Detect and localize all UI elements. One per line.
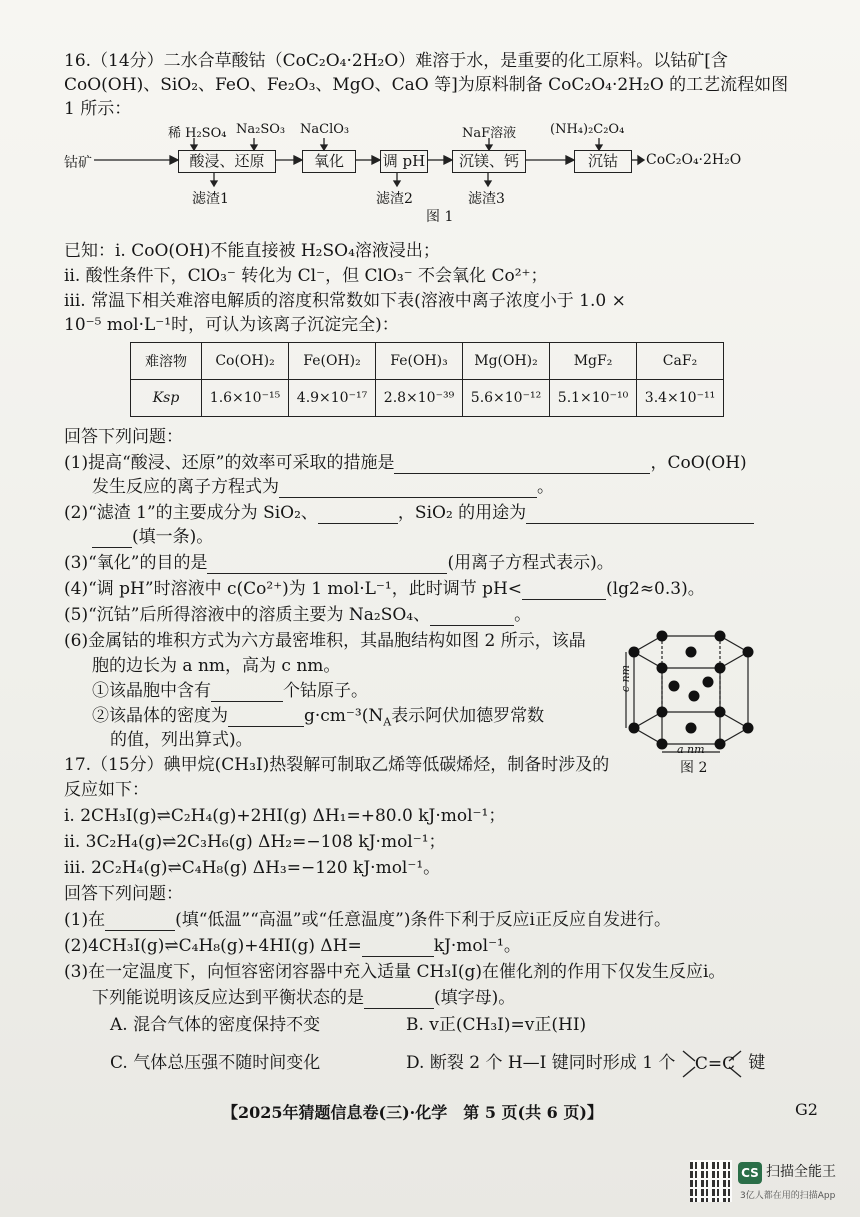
q17-part3-line1: (3)在一定温度下，向恒容密闭容器中充入适量 CH₃I(g)在催化剂的作用下仅发生反应ⅰ。 xyxy=(64,962,726,982)
process-flow-diagram xyxy=(64,124,824,224)
residue-1: 滤渣1 xyxy=(192,191,229,207)
known-line4: 10⁻⁵ mol·L⁻¹时，可认为该离子沉淀完全)： xyxy=(64,315,399,335)
fig2-c-label: c nm xyxy=(619,664,633,693)
qr-code-icon xyxy=(690,1160,732,1202)
reagent-naf: NaF溶液 xyxy=(462,126,517,141)
step-acid-leach: 酸浸、还原 xyxy=(178,150,276,173)
answer-blank[interactable] xyxy=(522,581,606,600)
table-cell: Fe(OH)₂ xyxy=(289,343,376,380)
q17-reaction2: ⅱ. 3C₂H₄(g)⇌2C₃H₆(g) ΔH₂=−108 kJ·mol⁻¹； xyxy=(64,832,446,852)
page-footer: 【2025年猜题信息卷(三)·化学 第 5 页(共 6 页)】 xyxy=(222,1103,603,1122)
table-cell: 4.9×10⁻¹⁷ xyxy=(289,380,376,417)
answer-blank[interactable] xyxy=(105,912,175,931)
table-cell: CaF₂ xyxy=(637,343,724,380)
q16-part1-line1: (1)提高“酸浸、还原”的效率可采取的措施是 ，CoO(OH) xyxy=(64,453,747,473)
answer-blank[interactable] xyxy=(526,505,754,524)
q17-line2: 反应如下： xyxy=(64,780,149,800)
q16-part6-line3: ①该晶胞中含有 个钴原子。 xyxy=(92,681,368,701)
residue-3: 滤渣3 xyxy=(468,191,505,207)
option-c: C. 气体总压强不随时间变化 xyxy=(110,1053,321,1073)
table-cell: Co(OH)₂ xyxy=(202,343,289,380)
q16-part2-line2: (填一条)。 xyxy=(92,526,213,548)
paper-code: G2 xyxy=(795,1100,818,1119)
answer-blank[interactable] xyxy=(211,683,283,702)
answer-blank[interactable] xyxy=(318,505,398,524)
table-cell: 3.4×10⁻¹¹ xyxy=(637,380,724,417)
step-precip-mg-ca: 沉镁、钙 xyxy=(452,150,526,173)
q16-part6-line2: 胞的边长为 a nm，高为 c nm。 xyxy=(92,656,341,676)
q16-part6-line1: (6)金属钴的堆积方式为六方最密堆积，其晶胞结构如图 2 所示，该晶 xyxy=(64,631,586,651)
table-cell: 5.1×10⁻¹⁰ xyxy=(550,380,637,417)
answer-blank[interactable] xyxy=(430,607,514,626)
scanner-name: 扫描全能王 xyxy=(766,1164,836,1180)
option-a: A. 混合气体的密度保持不变 xyxy=(110,1015,321,1035)
answer-blank[interactable] xyxy=(279,479,537,498)
table-cell: Ksp xyxy=(131,380,202,417)
table-cell: MgF₂ xyxy=(550,343,637,380)
step-precip-co: 沉钴 xyxy=(574,150,632,173)
scanner-tagline: 3亿人都在用的扫描App xyxy=(740,1191,836,1201)
q17-intro: 回答下列问题： xyxy=(64,884,183,904)
bond-label: C=C xyxy=(694,1053,736,1074)
answer-blank[interactable] xyxy=(362,938,434,957)
q17-part2: (2)4CH₃I(g)⇌C₄H₈(g)+4HI(g) ΔH= kJ·mol⁻¹。 xyxy=(64,936,521,956)
reagent-h2so4: 稀 H₂SO₄ xyxy=(168,126,227,141)
q16-part4: (4)“调 pH”时溶液中 c(Co²⁺)为 1 mol·L⁻¹，此时调节 pH< (lg2≈0.3)。 xyxy=(64,579,705,599)
q16-part2-line1: (2)“滤渣 1”的主要成分为 SiO₂、 ，SiO₂ 的用途为 xyxy=(64,502,754,524)
option-b: B. v正(CH₃I)=v正(HI) xyxy=(406,1015,587,1035)
fig2-a-label: a nm xyxy=(677,743,705,756)
q16-line3: 1 所示： xyxy=(64,99,132,119)
answer-blank[interactable] xyxy=(394,455,650,474)
known-line3: ⅲ. 常温下相关难溶电解质的溶度积常数如下表(溶液中离子浓度小于 1.0 × xyxy=(64,291,626,311)
table-cell: Fe(OH)₃ xyxy=(376,343,463,380)
answer-blank[interactable] xyxy=(228,708,304,727)
table-row xyxy=(131,343,724,380)
table-cell: 1.6×10⁻¹⁵ xyxy=(202,380,289,417)
q16-part1-line2: 发生反应的离子方程式为 。 xyxy=(92,477,554,497)
q16-part6-line4: ②该晶体的密度为 $g\cdot cm^{-3}(N_A$表示阿伏加德罗常数 xyxy=(92,706,545,729)
table-cell: Mg(OH)₂ xyxy=(463,343,550,380)
flow-product: CoC₂O₄·2H₂O xyxy=(646,152,742,168)
q17-reaction3: ⅲ. 2C₂H₄(g)⇌C₄H₈(g) ΔH₃=−120 kJ·mol⁻¹。 xyxy=(64,858,441,878)
residue-2: 滤渣2 xyxy=(376,191,413,207)
option-d: D. 断裂 2 个 H—I 键同时形成 1 个 C=C 键 xyxy=(406,1052,765,1075)
table-cell: 2.8×10⁻³⁹ xyxy=(376,380,463,417)
q16-part5: (5)“沉钴”后所得溶液中的溶质主要为 Na₂SO₄、 。 xyxy=(64,605,532,625)
q16-part3: (3)“氧化”的目的是 (用离子方程式表示)。 xyxy=(64,553,614,573)
camscanner-logo-icon: CS xyxy=(738,1162,762,1184)
step-oxidation: 氧化 xyxy=(302,150,356,173)
q16-part6-line5: 的值，列出算式)。 xyxy=(110,730,253,750)
q16-line1: 16.（14分）二水合草酸钴（CoC₂O₄·2H₂O）难溶于水，是重要的化工原料。以钴矿[含 xyxy=(64,51,728,71)
reagent-naclo3: NaClO₃ xyxy=(300,122,350,137)
q17-part3-line2: 下列能说明该反应达到平衡状态的是 (填字母)。 xyxy=(92,988,516,1008)
figure1-caption: 图 1 xyxy=(426,209,454,225)
known-line2: ⅱ. 酸性条件下，ClO₃⁻ 转化为 Cl⁻，但 ClO₃⁻ 不会氧化 Co²⁺； xyxy=(64,266,548,286)
answer-blank[interactable] xyxy=(92,529,132,548)
answer-intro: 回答下列问题： xyxy=(64,427,183,447)
answer-blank[interactable] xyxy=(364,990,434,1009)
q17-line1: 17.（15分）碘甲烷(CH₃I)热裂解可制取乙烯等低碳烯烃，制备时涉及的 xyxy=(64,755,610,775)
q16-line2: CoO(OH)、SiO₂、FeO、Fe₂O₃、MgO、CaO 等]为原料制备 CoC₂O₄·2H₂O 的工艺流程如图 xyxy=(64,75,789,95)
table-row xyxy=(131,380,724,417)
reagent-na2so3: Na₂SO₃ xyxy=(236,122,286,137)
table-cell: 5.6×10⁻¹² xyxy=(463,380,550,417)
answer-blank[interactable] xyxy=(207,555,447,574)
q17-reaction1: ⅰ. 2CH₃I(g)⇌C₂H₄(g)+2HI(g) ΔH₁=+80.0 kJ·mol⁻¹； xyxy=(64,806,506,826)
ksp-table xyxy=(130,342,724,417)
alkene-bond-structure xyxy=(681,1053,743,1075)
table-cell: 难溶物 xyxy=(131,343,202,380)
known-line1: 已知：ⅰ. CoO(OH)不能直接被 H₂SO₄溶液浸出； xyxy=(64,241,440,261)
flow-start: 钴矿 xyxy=(64,155,92,171)
step-adjust-ph: 调 pH xyxy=(380,150,428,173)
q17-part1: (1)在 (填“低温”“高温”或“任意温度”)条件下利于反应ⅰ正反应自发进行。 xyxy=(64,910,671,930)
figure2-caption: 图 2 xyxy=(680,760,708,776)
reagent-oxalate: (NH₄)₂C₂O₄ xyxy=(550,122,625,137)
